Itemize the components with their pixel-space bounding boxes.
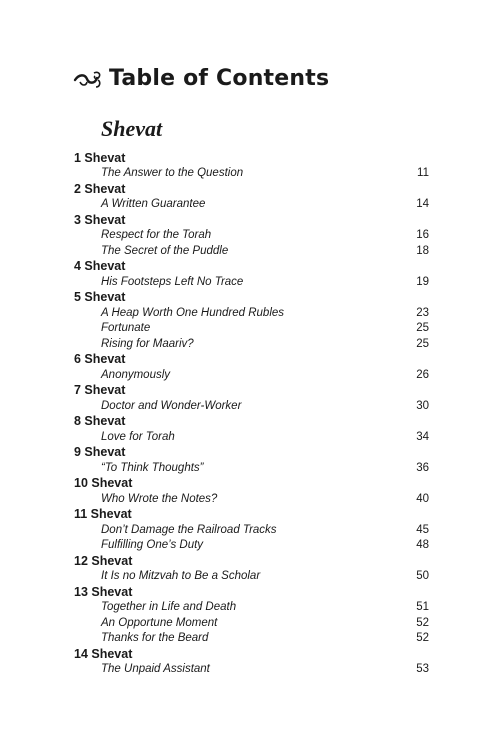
toc-entry-page-number: 23	[416, 306, 429, 319]
toc-entry-page-number: 34	[416, 430, 429, 443]
toc-day-heading[interactable]: 1 Shevat	[74, 150, 126, 165]
toc-entry-title: A Written Guarantee	[101, 198, 206, 211]
page-title	[73, 66, 329, 91]
toc-day-heading[interactable]: 9 Shevat	[74, 445, 126, 460]
toc-entry-title: Don’t Damage the Railroad Tracks	[101, 523, 277, 536]
toc-day-heading[interactable]: 6 Shevat	[74, 352, 126, 367]
toc-entry[interactable]	[74, 243, 429, 259]
toc-entry-page-number: 25	[416, 337, 429, 350]
toc-day-heading[interactable]: 4 Shevat	[74, 259, 126, 274]
toc-entry[interactable]	[74, 166, 429, 182]
toc-day-heading[interactable]: 14 Shevat	[74, 646, 133, 661]
toc-entry-title: It Is no Mitzvah to Be a Scholar	[101, 570, 261, 583]
toc-entry-title: Anonymously	[101, 368, 171, 381]
toc-entry-title: Who Wrote the Notes?	[101, 492, 218, 505]
toc-entry-page-number: 14	[416, 198, 429, 211]
toc-entry-page-number: 45	[416, 523, 429, 536]
toc-entry-page-number: 51	[416, 601, 429, 614]
toc-day-heading[interactable]: 7 Shevat	[74, 383, 126, 398]
toc-entry-page-number: 19	[416, 275, 429, 288]
toc-entry[interactable]	[74, 274, 429, 290]
toc-entry-title: “To Think Thoughts”	[101, 461, 204, 474]
toc-entry-page-number: 48	[416, 539, 429, 552]
toc-entry-page-number: 40	[416, 492, 429, 505]
toc-entry-page-number: 52	[416, 632, 429, 645]
toc-entry-page-number: 30	[416, 399, 429, 412]
toc-entry-page-number: 50	[416, 570, 429, 583]
toc-entry-page-number: 25	[416, 322, 429, 335]
toc-entry-title: Rising for Maariv?	[101, 337, 194, 350]
toc-entry-title: Fulfilling One’s Duty	[101, 539, 204, 552]
page-title-text: Table of Contents	[109, 66, 330, 91]
toc-day-heading[interactable]: 2 Shevat	[74, 181, 126, 196]
toc-entry[interactable]	[74, 398, 429, 414]
toc-day-heading[interactable]: 8 Shevat	[74, 414, 126, 429]
toc-entry-title: A Heap Worth One Hundred Rubles	[101, 306, 285, 319]
toc-entry[interactable]	[74, 600, 429, 616]
toc-entry-title: Love for Torah	[101, 430, 175, 443]
toc-entry[interactable]	[74, 522, 429, 538]
vine-ornament-icon	[73, 69, 103, 89]
toc-entry-page-number: 52	[416, 616, 429, 629]
toc-entry[interactable]	[74, 460, 429, 476]
toc-entry-title: Together in Life and Death	[101, 601, 237, 614]
toc-entry-title: Respect for the Torah	[101, 229, 212, 242]
toc-entry[interactable]	[74, 491, 429, 507]
toc-day-heading[interactable]: 13 Shevat	[74, 584, 133, 599]
toc-entry[interactable]	[74, 336, 429, 352]
toc-entry[interactable]	[74, 367, 429, 383]
toc-entry[interactable]	[74, 631, 429, 647]
toc-entry-title: Fortunate	[101, 322, 151, 335]
toc-day-heading[interactable]: 10 Shevat	[74, 476, 133, 491]
toc-entry-page-number: 26	[416, 368, 429, 381]
toc-entry-title: His Footsteps Left No Trace	[101, 275, 244, 288]
section-title: Shevat	[101, 116, 163, 141]
toc-entry[interactable]	[74, 228, 429, 244]
toc-entry-title: An Opportune Moment	[101, 616, 218, 629]
table-of-contents	[74, 150, 429, 677]
toc-entry-title: The Secret of the Puddle	[101, 244, 229, 257]
toc-entry-title: Thanks for the Beard	[101, 632, 209, 645]
toc-entry-title: Doctor and Wonder-Worker	[101, 399, 242, 412]
toc-entry[interactable]	[74, 615, 429, 631]
toc-entry[interactable]	[74, 321, 429, 337]
toc-entry-page-number: 18	[416, 244, 429, 257]
toc-entry[interactable]	[74, 305, 429, 321]
toc-entry-page-number: 36	[416, 461, 429, 474]
toc-entry-title: The Answer to the Question	[101, 167, 244, 180]
toc-day-heading[interactable]: 11 Shevat	[74, 507, 132, 522]
toc-entry[interactable]	[74, 429, 429, 445]
toc-entry-page-number: 11	[417, 167, 429, 180]
toc-entry[interactable]	[74, 197, 429, 213]
toc-entry-title: The Unpaid Assistant	[101, 663, 210, 676]
toc-entry[interactable]	[74, 538, 429, 554]
toc-day-heading[interactable]: 5 Shevat	[74, 290, 126, 305]
toc-entry[interactable]	[74, 662, 429, 678]
toc-entry-page-number: 16	[416, 229, 429, 242]
toc-day-heading[interactable]: 3 Shevat	[74, 212, 126, 227]
toc-day-heading[interactable]: 12 Shevat	[74, 553, 133, 568]
toc-entry-page-number: 53	[416, 663, 429, 676]
toc-entry[interactable]	[74, 569, 429, 585]
